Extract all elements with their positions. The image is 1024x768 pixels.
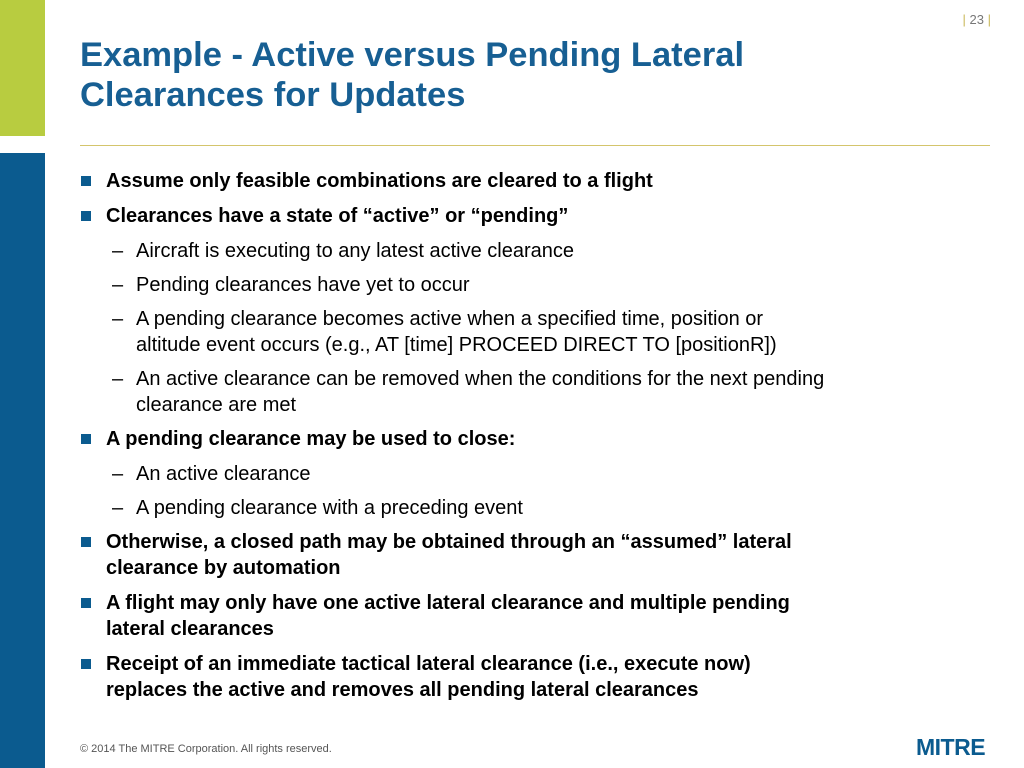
accent-bar-top [0,0,45,136]
page-number-value: 23 [969,12,984,27]
bullet-item [80,168,995,194]
dash-bullet-icon: – [112,497,124,519]
dash-bullet-icon: – [112,463,124,485]
bullet-text-line-1: A flight may only have one active lateral clearance and multiple pending [106,592,790,614]
bullet-text: Clearances have a state of “active” or “pending” [106,205,569,227]
dash-bullet-icon: – [112,368,124,390]
mitre-logo: MITRE [916,734,986,760]
slide-title [80,35,980,115]
slide-title-line-2: Clearances for Updates [80,76,466,114]
bullet-item [80,529,995,581]
square-bullet-icon [81,434,91,444]
sub-bullet-item [80,495,995,521]
sub-bullet-item [80,366,995,418]
bullet-list [80,168,995,712]
square-bullet-icon [81,598,91,608]
sub-bullet-text: A pending clearance with a preceding event [136,497,523,519]
dash-bullet-icon: – [112,240,124,262]
bullet-text-line-2: clearance by automation [106,557,341,579]
sub-bullet-text-line-2: altitude event occurs (e.g., AT [time] PROCEED DIRECT TO [positionR]) [136,334,777,356]
sub-bullet-text: An active clearance [136,463,311,485]
sub-bullet-item [80,306,995,358]
sub-bullet-text-line-2: clearance are met [136,394,297,416]
bullet-text-line-2: replaces the active and removes all pending lateral clearances [106,679,699,701]
bullet-item [80,651,995,703]
bullet-item [80,426,995,452]
square-bullet-icon [81,659,91,669]
sub-bullet-text-line-1: A pending clearance becomes active when a specified time, position or [136,308,764,330]
page-number-pipe-left: | [962,12,970,27]
bullet-text-line-1: Otherwise, a closed path may be obtained through an “assumed” lateral [106,531,792,553]
sub-bullet-text-line-1: An active clearance can be removed when the conditions for the next pending [136,368,825,390]
square-bullet-icon [81,176,91,186]
page-number-pipe-right: | [984,12,991,27]
sub-bullet-item [80,272,995,298]
slide-title-line-1: Example - Active versus Pending Lateral [80,36,745,74]
bullet-text-line-2: lateral clearances [106,618,274,640]
sub-bullet-text: Aircraft is executing to any latest active clearance [136,240,574,262]
sub-bullet-text: Pending clearances have yet to occur [136,274,470,296]
dash-bullet-icon: – [112,308,124,330]
bullet-text: A pending clearance may be used to close: [106,428,516,450]
bullet-item [80,590,995,642]
sub-bullet-item [80,238,995,264]
bullet-text: Assume only feasible combinations are cleared to a flight [106,170,653,192]
copyright-footer: © 2014 The MITRE Corporation. All rights reserved. [80,743,332,755]
square-bullet-icon [81,211,91,221]
page-number [963,12,991,27]
bullet-text-line-1: Receipt of an immediate tactical lateral clearance (i.e., execute now) [106,653,751,675]
dash-bullet-icon: – [112,274,124,296]
bullet-item [80,203,995,229]
square-bullet-icon [81,537,91,547]
title-divider [80,145,990,146]
accent-bar-left [0,153,45,768]
sub-bullet-item [80,461,995,487]
